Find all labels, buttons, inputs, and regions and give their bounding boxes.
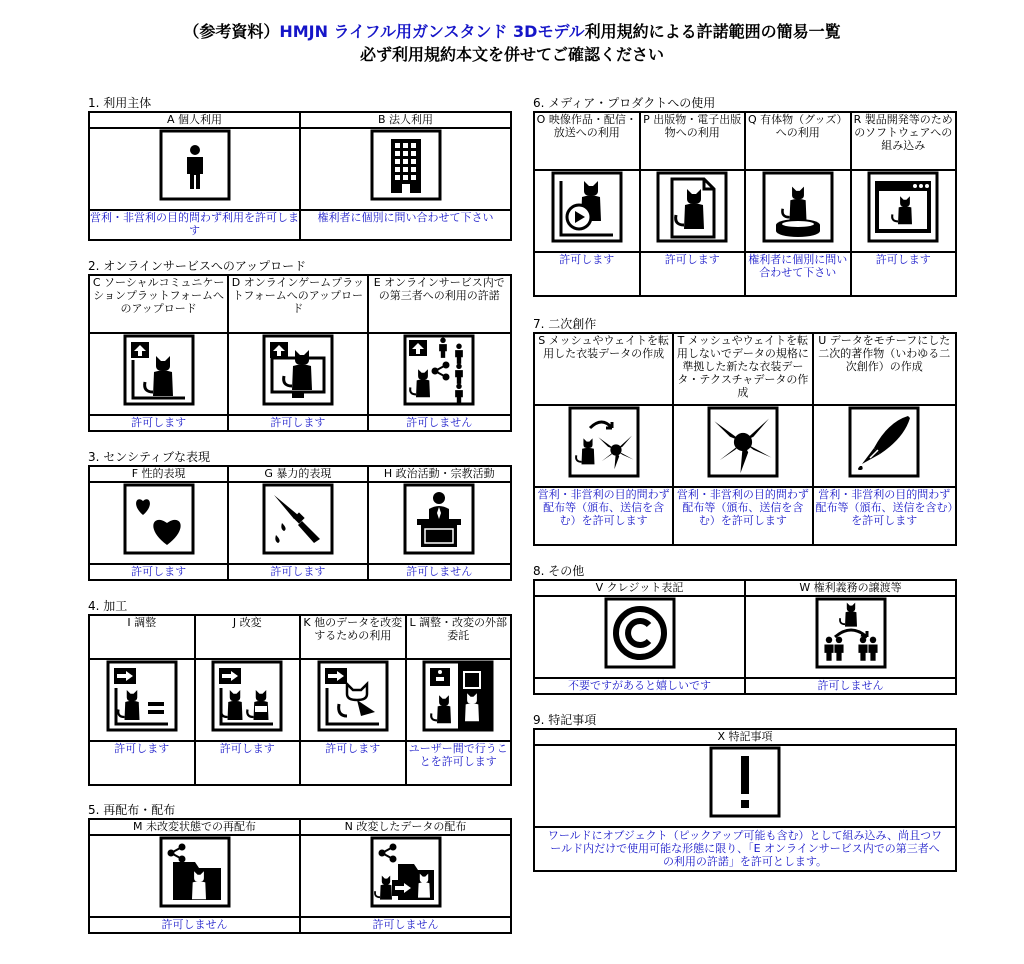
cell-label-o: O 映像作品・配信・放送への利用: [534, 112, 640, 170]
cell-label-v: V クレジット表記: [534, 580, 745, 596]
cell-label-f: F 性的表現: [89, 466, 228, 482]
costume-mesh-icon: [568, 406, 640, 478]
cell-result-v: 不要ですがあると嬉しいです: [534, 678, 745, 694]
cell-label-k: K 他のデータを改変するための利用: [300, 615, 406, 659]
cell-label-j: J 改変: [195, 615, 301, 659]
cell-icon-p: [640, 170, 746, 252]
transfer-rights-icon: [815, 597, 887, 669]
cell-label-h: H 政治活動・宗教活動: [368, 466, 512, 482]
video-icon: [551, 171, 623, 243]
cell-label-n: N 改変したデータの配布: [300, 819, 511, 835]
section-heading: 8. その他: [533, 564, 585, 578]
cell-icon-a: [89, 128, 300, 210]
cell-result-b: 権利者に個別に問い合わせて下さい: [300, 210, 511, 240]
section-processing: [88, 598, 512, 786]
office-building-icon: [370, 129, 442, 201]
section-special-notes: [533, 712, 957, 872]
cell-result-o: 許可します: [534, 252, 640, 296]
cell-result-x: ワールドにオブジェクト（ピックアップ可能も含む）として組み込み、尚且つワールド内だけで使用可能な形態に限り、「E オンラインサービス内での第三者への利用の許諾」を許可とします。: [534, 827, 956, 871]
cell-icon-k: [300, 659, 406, 741]
title-product-name: HMJN ライフル用ガンスタンド 3Dモデル: [279, 22, 585, 41]
cell-icon-r: [851, 170, 957, 252]
adjust-icon: [106, 660, 178, 732]
modify-other-data-icon: [317, 660, 389, 732]
cell-result-t: 営利・非営利の目的問わず配布等（頒布、送信を含む）を許可します: [673, 487, 812, 545]
section-other: [533, 563, 957, 695]
cell-label-b: B 法人利用: [300, 112, 511, 128]
title-line-2: 必ず利用規約本文を併せてご確認ください: [359, 45, 664, 64]
person-icon: [159, 129, 231, 201]
cell-result-j: 許可します: [195, 741, 301, 785]
cell-result-g: 許可します: [228, 564, 367, 580]
fountain-pen-icon: [848, 406, 920, 478]
upload-social-icon: [123, 334, 195, 406]
cell-label-a: A 個人利用: [89, 112, 300, 128]
section-heading: 1. 利用主体: [88, 96, 152, 110]
share-third-party-icon: [403, 334, 475, 406]
section-heading: 9. 特記事項: [533, 713, 597, 727]
cell-icon-f: [89, 482, 228, 564]
section-redistribution: [88, 802, 512, 934]
cell-result-l: ユーザー間で行うことを許可します: [406, 741, 512, 785]
cell-label-l: L 調整・改変の外部委託: [406, 615, 512, 659]
cell-icon-u: [813, 405, 957, 487]
cell-icon-h: [368, 482, 512, 564]
cell-result-n: 許可しません: [300, 917, 511, 933]
cell-result-a: 営利・非営利の目的問わず利用を許可します: [89, 210, 300, 240]
software-window-icon: [867, 171, 939, 243]
title-line-1: [0, 20, 1024, 43]
goods-figure-icon: [762, 171, 834, 243]
section-heading: 5. 再配布・配布: [88, 803, 176, 817]
cell-result-u: 営利・非営利の目的問わず配布等（頒布、送信を含む）を許可します: [813, 487, 957, 545]
cell-label-g: G 暴力的表現: [228, 466, 367, 482]
cell-label-q: Q 有体物（グッズ）への利用: [745, 112, 851, 170]
cell-icon-x: [534, 745, 956, 827]
cell-icon-l: [406, 659, 512, 741]
cell-result-c: 許可します: [89, 415, 228, 431]
cell-result-h: 許可しません: [368, 564, 512, 580]
section-usage-subject: [88, 95, 512, 241]
cell-result-k: 許可します: [300, 741, 406, 785]
cell-label-c: C ソーシャルコミュニケーションプラットフォームへのアップロード: [89, 275, 228, 333]
section-media-products: [533, 95, 957, 297]
cell-icon-c: [89, 333, 228, 415]
section-heading: 7. 二次創作: [533, 317, 597, 331]
cell-label-m: M 未改変状態での再配布: [89, 819, 300, 835]
section-heading: 6. メディア・プロダクトへの使用: [533, 96, 716, 110]
cell-label-u: U データをモチーフにした二次的著作物（いわゆる二次創作）の作成: [813, 333, 957, 405]
cell-result-d: 許可します: [228, 415, 367, 431]
section-online-upload: [88, 258, 512, 432]
cell-icon-m: [89, 835, 300, 917]
copyright-icon: [604, 597, 676, 669]
knife-icon: [262, 483, 334, 555]
cell-label-s: S メッシュやウェイトを転用した衣装データの作成: [534, 333, 673, 405]
cell-icon-j: [195, 659, 301, 741]
cell-label-x: X 特記事項: [534, 729, 956, 745]
section-sensitive-expression: [88, 449, 512, 581]
title-suffix: 利用規約による許諾範囲の簡易一覧: [584, 22, 841, 41]
cell-icon-q: [745, 170, 851, 252]
exclamation-icon: [709, 746, 781, 818]
modify-icon: [211, 660, 283, 732]
cell-icon-e: [368, 333, 512, 415]
cell-icon-v: [534, 596, 745, 678]
cell-label-t: T メッシュやウェイトを転用しないでデータの規格に準拠した新たな衣装データ・テクスチャデータの作成: [673, 333, 812, 405]
cell-label-e: E オンラインサービス内での第三者への利用の許諾: [368, 275, 512, 333]
cell-result-q: 権利者に個別に問い合わせて下さい: [745, 252, 851, 296]
cell-icon-n: [300, 835, 511, 917]
hearts-icon: [123, 483, 195, 555]
upload-game-icon: [262, 334, 334, 406]
section-heading: 2. オンラインサービスへのアップロード: [88, 259, 307, 273]
publication-icon: [656, 171, 728, 243]
cell-icon-d: [228, 333, 367, 415]
costume-new-icon: [707, 406, 779, 478]
section-derivative-works: [533, 316, 957, 546]
cell-label-p: P 出版物・電子出版物への利用: [640, 112, 746, 170]
cell-icon-t: [673, 405, 812, 487]
title-prefix: （参考資料）: [183, 22, 280, 41]
cell-icon-o: [534, 170, 640, 252]
cell-icon-b: [300, 128, 511, 210]
cell-result-f: 許可します: [89, 564, 228, 580]
cell-label-w: W 権利義務の譲渡等: [745, 580, 956, 596]
cell-icon-w: [745, 596, 956, 678]
cell-result-m: 許可しません: [89, 917, 300, 933]
cell-result-i: 許可します: [89, 741, 195, 785]
outsource-icon: [422, 660, 494, 732]
cell-icon-i: [89, 659, 195, 741]
cell-icon-g: [228, 482, 367, 564]
cell-result-s: 営利・非営利の目的問わず配布等（頒布、送信を含む）を許可します: [534, 487, 673, 545]
cell-result-p: 許可します: [640, 252, 746, 296]
cell-result-r: 許可します: [851, 252, 957, 296]
podium-speaker-icon: [403, 483, 475, 555]
document-title: [0, 20, 1024, 66]
cell-label-i: I 調整: [89, 615, 195, 659]
cell-label-d: D オンラインゲームプラットフォームへのアップロード: [228, 275, 367, 333]
cell-label-r: R 製品開発等のためのソフトウェアへの組み込み: [851, 112, 957, 170]
section-heading: 3. センシティブな表現: [88, 450, 211, 464]
redistribute-icon: [159, 836, 231, 908]
section-heading: 4. 加工: [88, 599, 128, 613]
cell-icon-s: [534, 405, 673, 487]
cell-result-e: 許可しません: [368, 415, 512, 431]
cell-result-w: 許可しません: [745, 678, 956, 694]
distribute-modified-icon: [370, 836, 442, 908]
